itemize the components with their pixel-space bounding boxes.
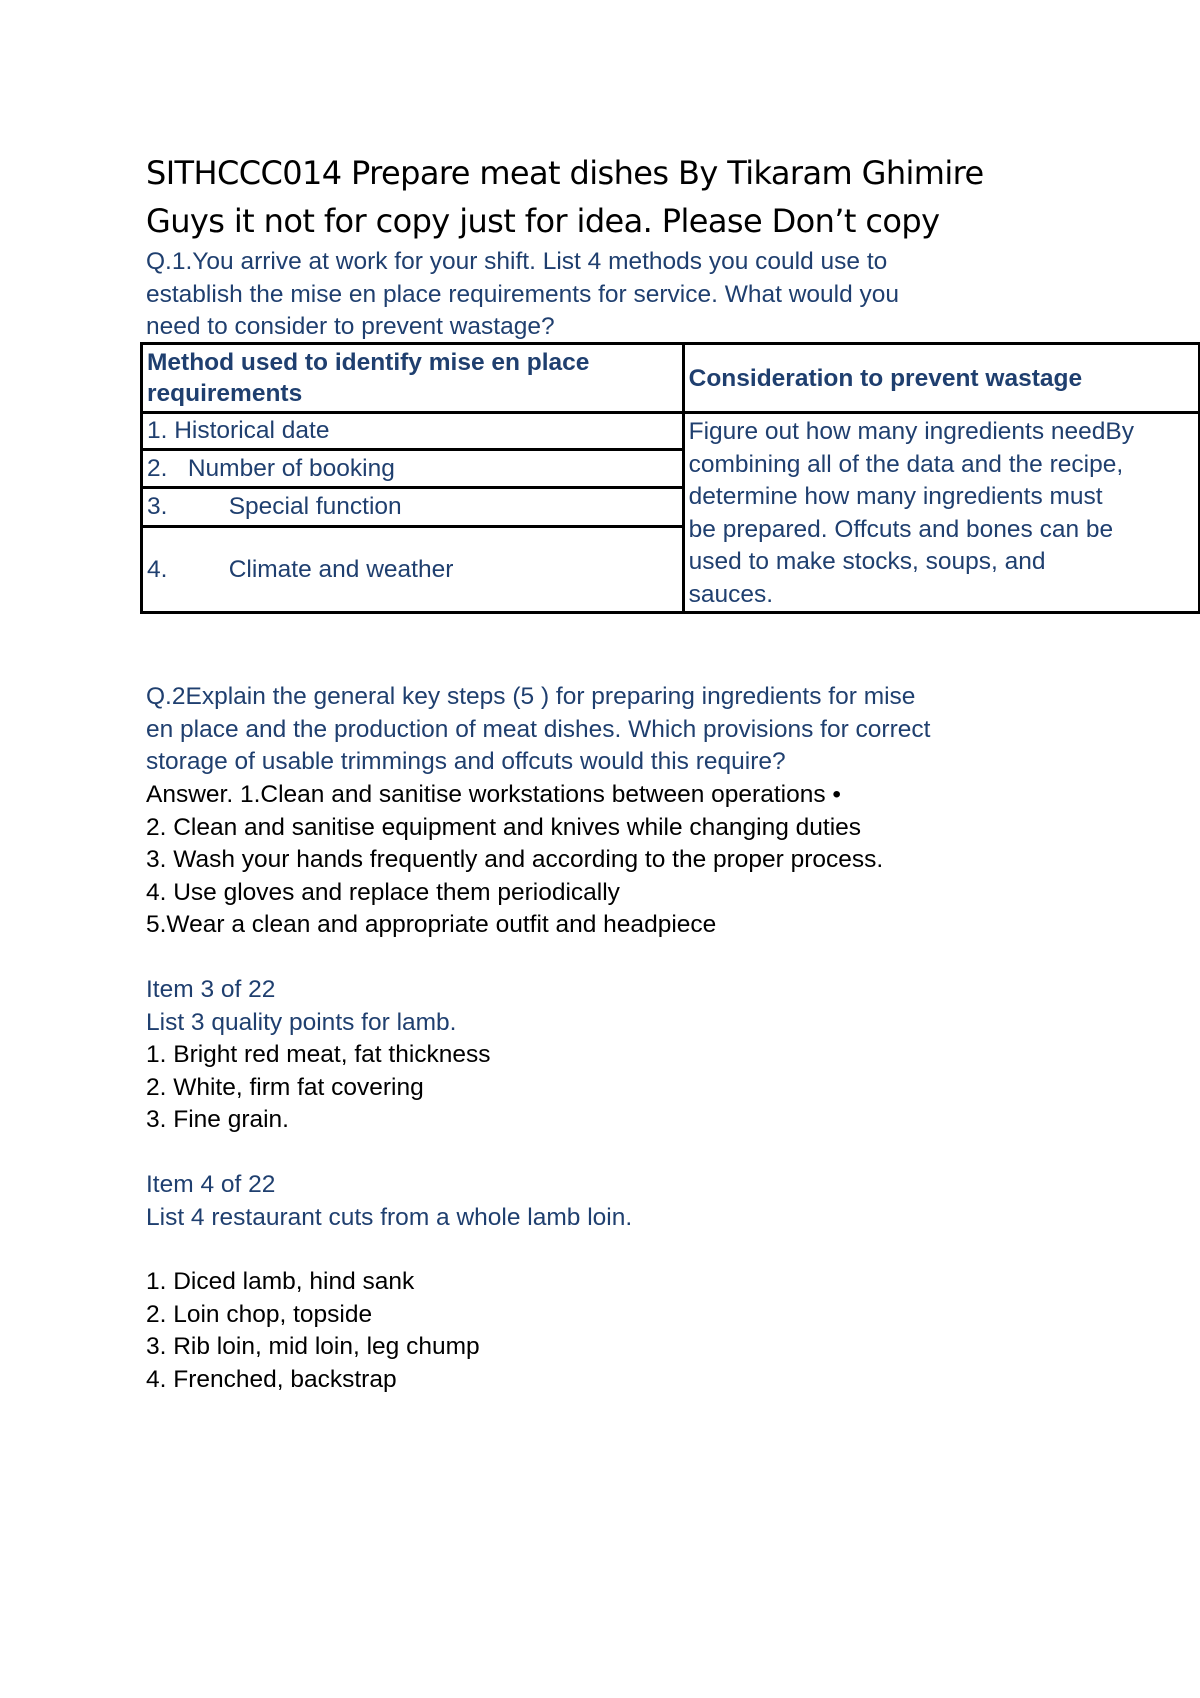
table-header-consideration: Consideration to prevent wastage <box>683 344 1199 413</box>
q2-answer-line: 2. Clean and sanitise equipment and knives while changing duties <box>146 813 862 841</box>
item4-question-text: List 4 restaurant cuts from a whole lamb loin. <box>146 1203 633 1231</box>
q2-question-line: en place and the production of meat dishes. Which provisions for correct <box>146 715 931 743</box>
q2-answer-line: 3. Wash your hands frequently and according to the proper process. <box>146 846 884 873</box>
consideration-line: sauces. <box>688 580 774 608</box>
document-title: SITHCCC014 Prepare meat dishes By Tikaram Ghimire <box>146 154 984 192</box>
consideration-line: combining all of the data and the recipe, <box>688 450 1124 478</box>
mise-en-place-table <box>140 342 1200 614</box>
q1-question-line: Q.1.You arrive at work for your shift. List 4 methods you could use to <box>146 248 888 275</box>
method-cell: 3. Special function <box>142 488 684 527</box>
method-cell: 2. Number of booking <box>142 449 684 488</box>
item3-question <box>146 974 1106 1039</box>
consideration-line: used to make stocks, soups, and <box>688 548 1046 575</box>
item4-heading: Item 4 of 22 <box>146 1171 276 1198</box>
q2-answer <box>146 779 1146 942</box>
table-row <box>142 413 1200 450</box>
item3-question-text: List 3 quality points for lamb. <box>146 1008 457 1036</box>
q2-answer-line: Answer. 1.Clean and sanitise workstations between operations • <box>146 781 841 808</box>
item4-question <box>146 1169 1106 1234</box>
q2-answer-line: 4. Use gloves and replace them periodically <box>146 878 620 906</box>
item4-answer-line: 4. Frenched, backstrap <box>146 1365 397 1393</box>
table-header-method: Method used to identify mise en place requirements <box>142 344 684 413</box>
q2-question <box>146 681 1106 779</box>
q1-question <box>146 246 1106 344</box>
table-header-row <box>142 344 1200 413</box>
q2-answer-line: 5.Wear a clean and appropriate outfit and headpiece <box>146 911 717 938</box>
item3-heading: Item 3 of 22 <box>146 976 276 1003</box>
consideration-line: Figure out how many ingredients needBy <box>688 418 1134 445</box>
q1-question-line: establish the mise en place requirements for service. What would you <box>146 280 900 308</box>
consideration-cell <box>683 413 1199 613</box>
item3-answer-line: 3. Fine grain. <box>146 1106 289 1133</box>
q2-question-line: storage of usable trimmings and offcuts would this require? <box>146 748 786 775</box>
q2-question-line: Q.2Explain the general key steps (5 ) for preparing ingredients for mise <box>146 683 916 710</box>
item4-answer-line: 1. Diced lamb, hind sank <box>146 1268 415 1295</box>
document-subtitle: Guys it not for copy just for idea. Please Don’t copy <box>146 202 940 240</box>
consideration-line: be prepared. Offcuts and bones can be <box>688 515 1114 543</box>
item4-answer-line: 2. Loin chop, topside <box>146 1300 373 1328</box>
item3-answer <box>146 1039 1146 1137</box>
item3-answer-line: 2. White, firm fat covering <box>146 1073 424 1101</box>
method-cell: 1. Historical date <box>142 413 684 450</box>
method-cell: 4. Climate and weather <box>142 526 684 612</box>
q1-question-line: need to consider to prevent wastage? <box>146 313 555 340</box>
item4-answer <box>146 1266 1146 1396</box>
item3-answer-line: 1. Bright red meat, fat thickness <box>146 1041 491 1068</box>
item4-answer-line: 3. Rib loin, mid loin, leg chump <box>146 1333 480 1360</box>
consideration-line: determine how many ingredients must <box>688 483 1103 510</box>
